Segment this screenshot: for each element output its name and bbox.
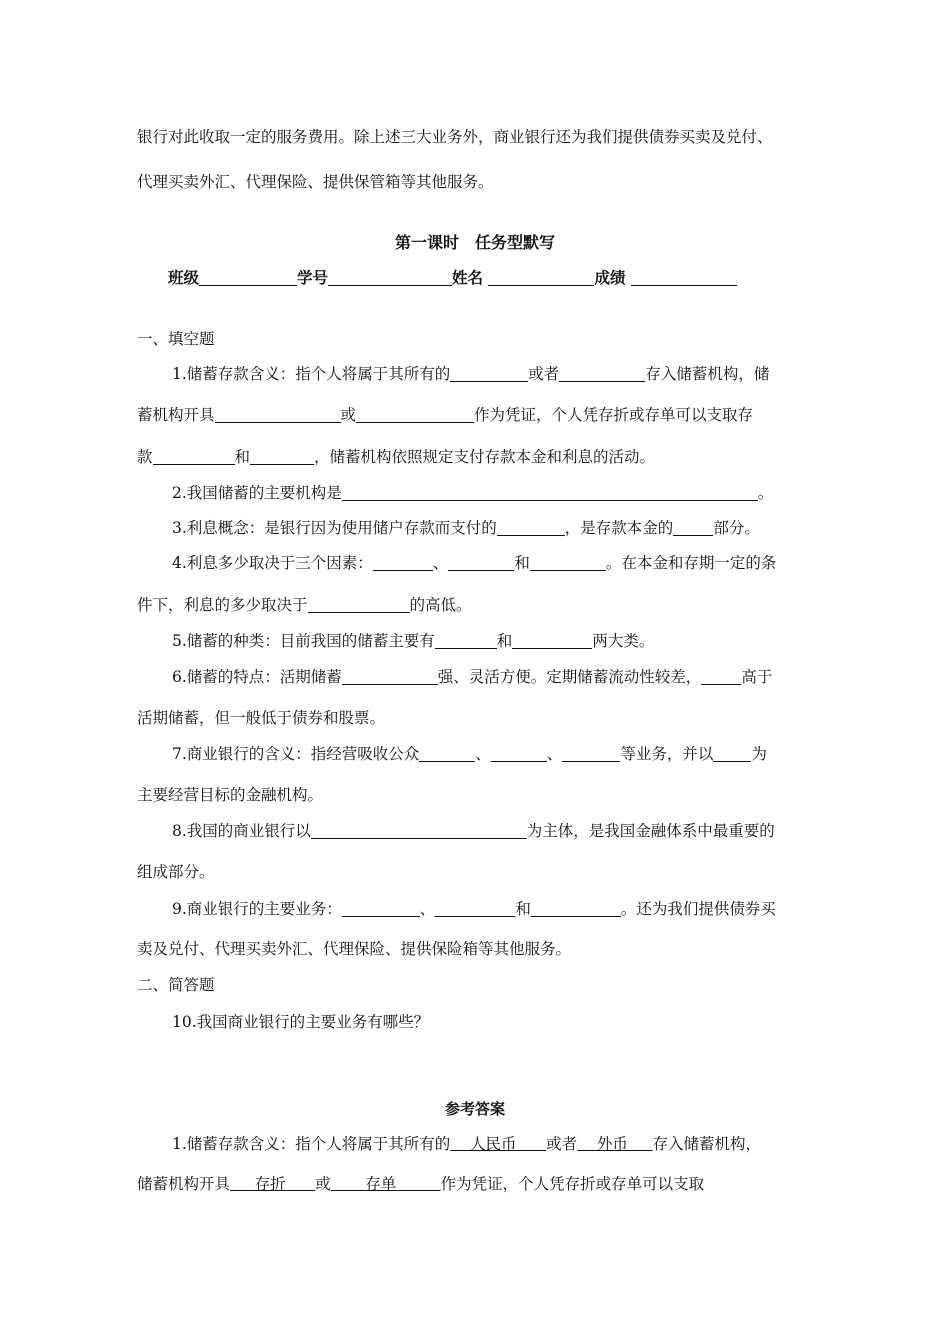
q7-blank-2[interactable] bbox=[491, 745, 547, 762]
intro-line-1: 银行对此收取一定的服务费用。除上述三大业务外，商业银行还为我们提供债券买卖及兑付、 bbox=[137, 128, 773, 146]
answer1-line-2: 储蓄机构开具 存折 或 存单 作为凭证，个人凭存折或存单可以支取 bbox=[137, 1175, 705, 1193]
answer1-value-1: 人民币 bbox=[470, 1135, 517, 1153]
lesson-title: 第一课时 任务型默写 bbox=[394, 233, 555, 252]
q1-line-1: 1.储蓄存款含义：指个人将属于其所有的 或者 存入储蓄机构，储 bbox=[172, 365, 770, 383]
q7-blank-4[interactable] bbox=[713, 745, 751, 762]
q3-blank-2[interactable] bbox=[673, 519, 713, 536]
q8-blank-1[interactable] bbox=[311, 822, 527, 839]
q5-blank-2[interactable] bbox=[512, 632, 592, 649]
q2-line: 2.我国储蓄的主要机构是 。 bbox=[172, 484, 774, 502]
number-field[interactable] bbox=[328, 269, 452, 286]
q1-blank-2[interactable] bbox=[559, 365, 645, 382]
q6-blank-1[interactable] bbox=[342, 668, 438, 685]
q3-blank-1[interactable] bbox=[497, 519, 565, 536]
number-label: 学号 bbox=[297, 268, 329, 287]
q9-blank-3[interactable] bbox=[531, 900, 621, 917]
q4-line-1: 4.利息多少取决于三个因素： 、 和 。在本金和存期一定的条 bbox=[172, 554, 777, 572]
q9-blank-2[interactable] bbox=[435, 900, 515, 917]
q4-blank-2[interactable] bbox=[448, 554, 514, 571]
section2-title: 二、简答题 bbox=[137, 976, 215, 994]
q1-blank-3[interactable] bbox=[215, 406, 341, 423]
q1-blank-5[interactable] bbox=[153, 448, 235, 465]
q6-line-2: 活期储蓄，但一般低于债券和股票。 bbox=[137, 709, 386, 727]
q7-blank-3[interactable] bbox=[562, 745, 620, 762]
q6-blank-2[interactable] bbox=[701, 668, 741, 685]
score-field[interactable] bbox=[631, 269, 737, 286]
q9-blank-1[interactable] bbox=[342, 900, 420, 917]
q1-line-3: 款 和 ，储蓄机构依照规定支付存款本金和利息的活动。 bbox=[137, 448, 656, 466]
q6-line-1: 6.储蓄的特点：活期储蓄 强、灵活方便。定期储蓄流动性较差， 高于 bbox=[172, 668, 773, 686]
answer1-value-2: 外币 bbox=[596, 1135, 628, 1153]
section1-title: 一、填空题 bbox=[137, 330, 215, 348]
q4-blank-3[interactable] bbox=[530, 554, 606, 571]
q1-blank-1[interactable] bbox=[450, 365, 528, 382]
answers-title: 参考答案 bbox=[444, 1100, 505, 1118]
q10-line: 10.我国商业银行的主要业务有哪些？ bbox=[172, 1013, 430, 1031]
student-info-row bbox=[168, 268, 737, 288]
q7-blank-1[interactable] bbox=[419, 745, 475, 762]
name-field[interactable] bbox=[488, 269, 594, 286]
class-field[interactable] bbox=[199, 269, 297, 286]
name-label: 姓名 bbox=[452, 268, 484, 287]
q4-blank-4[interactable] bbox=[308, 596, 410, 613]
q2-blank-1[interactable] bbox=[342, 484, 758, 501]
score-label: 成绩 bbox=[594, 268, 626, 287]
q7-line-1: 7.商业银行的含义：指经营吸收公众 、 、 等业务，并以 为 bbox=[172, 745, 767, 763]
q3-line: 3.利息概念：是银行因为使用储户存款而支付的 ，是存款本金的 部分。 bbox=[172, 519, 760, 537]
q5-blank-1[interactable] bbox=[435, 632, 497, 649]
q1-blank-4[interactable] bbox=[356, 406, 474, 423]
class-label: 班级 bbox=[168, 268, 200, 287]
q9-line-1: 9.商业银行的主要业务： 、 和 。还为我们提供债券买 bbox=[172, 900, 776, 918]
intro-line-2: 代理买卖外汇、代理保险、提供保管箱等其他服务。 bbox=[137, 173, 494, 191]
answer1-line-1: 1.储蓄存款含义：指个人将属于其所有的 人民币 或者 外币 存入储蓄机构， bbox=[172, 1135, 761, 1153]
answer1-value-3: 存折 bbox=[254, 1175, 286, 1193]
q8-line-2: 组成部分。 bbox=[137, 863, 215, 881]
q9-line-2: 卖及兑付、代理买卖外汇、代理保险、提供保险箱等其他服务。 bbox=[137, 940, 572, 958]
q1-line-2: 蓄机构开具 或 作为凭证，个人凭存折或存单可以支取存 bbox=[137, 406, 754, 424]
q1-blank-6[interactable] bbox=[250, 448, 314, 465]
q4-line-2: 件下，利息的多少取决于 的高低。 bbox=[137, 596, 472, 614]
q8-line-1: 8.我国的商业银行以 为主体，是我国金融体系中最重要的 bbox=[172, 822, 775, 840]
q4-blank-1[interactable] bbox=[373, 554, 433, 571]
q7-line-2: 主要经营目标的金融机构。 bbox=[137, 786, 324, 804]
q5-line: 5.储蓄的种类：目前我国的储蓄主要有 和 两大类。 bbox=[172, 632, 655, 650]
answer1-value-4: 存单 bbox=[365, 1175, 397, 1193]
